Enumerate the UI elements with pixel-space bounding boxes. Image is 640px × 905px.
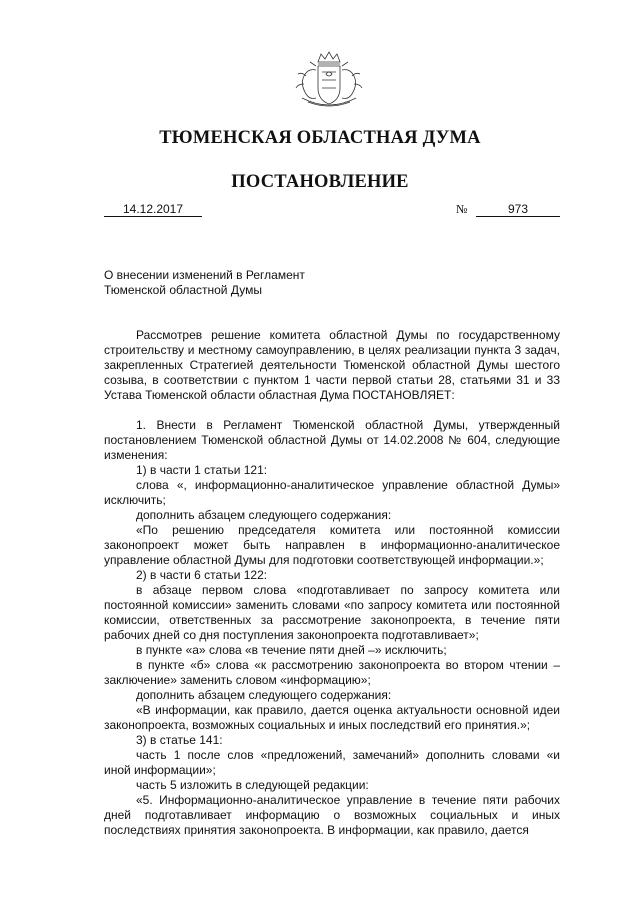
body-paragraph: дополнить абзацем следующего содержания: [136, 508, 392, 522]
coat-of-arms-icon [288, 50, 370, 110]
document-subject [104, 268, 305, 298]
body-paragraph: в пункте «а» слова «в течение пяти дней –» исключить; [136, 643, 447, 657]
body-paragraph: в абзаце первом слова «подготавливает по запросу комитета или постоянной комиссии» заменить словами «по запросу комитета или постоянной комиссии, ответственных за рассмотрение законопроекта, в течение пяти рабочих дней со дня поступления законопроекта подготавливает»; [104, 583, 560, 642]
document-date: 14.12.2017 [104, 202, 202, 217]
body-paragraph: дополнить абзацем следующего содержания: [136, 688, 392, 702]
body-paragraph: 1. Внести в Регламент Тюменской областной Думы, утвержденный постановлением Тюменской областной Думы от 14.02.2008 № 604, следующие изменения: [104, 418, 560, 462]
doc-type-title: ПОСТАНОВЛЕНИЕ [231, 172, 409, 192]
body-paragraph: в пункте «б» слова «к рассмотрению законопроекта во втором чтении – заключение» заменить словом «информацию»; [104, 658, 560, 687]
body-paragraph: Рассмотрев решение комитета областной Думы по государственному строительству и местному самоуправлению, в целях реализации пункта 3 задач, закрепленных Стратегией деятельности Тюменской областной Думы шестого созыва, в соответствии с пунктом 1 части первой статьи 28, статьями 31 и 33 Устава Тюменской области областная Дума ПОСТАНОВЛЯЕТ: [104, 328, 560, 402]
body-paragraph: часть 1 после слов «предложений, замечаний» дополнить словами «и иной информации»; [104, 748, 560, 777]
body-paragraph: часть 5 изложить в следующей редакции: [136, 778, 369, 792]
body-paragraph: 3) в статье 141: [136, 733, 223, 747]
body-paragraph: 1) в части 1 статьи 121: [136, 463, 268, 477]
body-paragraph: «В информации, как правило, дается оценка актуальности основной идеи законопроекта, возможных социальных и иных последствий его принятия.»; [104, 703, 560, 732]
body-paragraph: «5. Информационно-аналитическое управление в течение пяти рабочих дней подготавливает информацию о возможных социальных и иных последствиях принятия законопроекта. В информации, как правило, дается [104, 793, 560, 837]
subject-line: О внесении изменений в Регламент [104, 268, 305, 282]
body-paragraph: «По решению председателя комитета или постоянной комиссии законопроект может быть направлен в информационно-аналитическое управление областной Думы для подготовки соответствующей информации.»; [104, 523, 560, 567]
subject-line: Тюменской областной Думы [104, 283, 262, 297]
body-paragraph: 2) в части 6 статьи 122: [136, 568, 268, 582]
org-title: ТЮМЕНСКАЯ ОБЛАСТНАЯ ДУМА [159, 128, 481, 148]
number-label: № [456, 202, 468, 216]
document-body [104, 328, 560, 838]
body-paragraph: слова «, информационно-аналитическое управление областной Думы» исключить; [104, 478, 560, 507]
document-number: 973 [476, 202, 560, 217]
